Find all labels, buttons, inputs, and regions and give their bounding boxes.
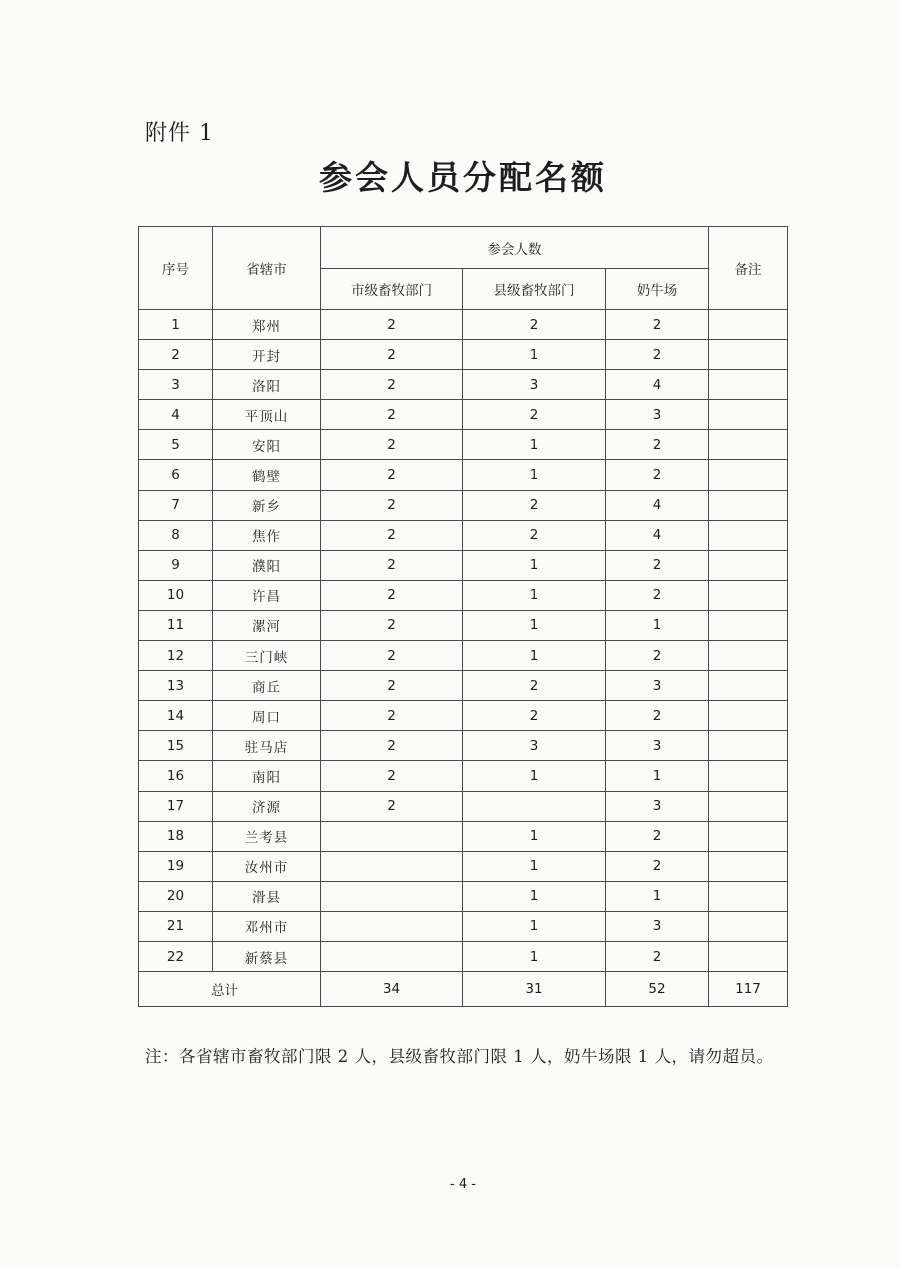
cell-index: 10 [139,580,213,610]
total-remarks: 117 [709,972,788,1007]
table-row [139,370,788,400]
cell-city: 许昌 [213,580,321,610]
cell-county-dept: 2 [463,400,606,430]
header-participants-group: 参会人数 [321,227,709,269]
page-number: - 4 - [450,1177,476,1192]
table-row [139,641,788,671]
cell-index: 3 [139,370,213,400]
cell-remarks [709,911,788,941]
cell-index: 9 [139,550,213,580]
table-row [139,851,788,881]
cell-city-dept: 2 [321,671,463,701]
cell-dairy-farm: 2 [606,821,709,851]
cell-city: 三门峡 [213,641,321,671]
table-body [139,310,788,972]
page-title: 参会人员分配名额 [319,158,607,197]
cell-city: 驻马店 [213,731,321,761]
cell-city: 南阳 [213,761,321,791]
table-row [139,550,788,580]
cell-county-dept: 1 [463,460,606,490]
cell-dairy-farm: 1 [606,610,709,640]
cell-county-dept: 1 [463,821,606,851]
cell-index: 6 [139,460,213,490]
cell-remarks [709,641,788,671]
cell-dairy-farm: 4 [606,520,709,550]
cell-dairy-farm: 3 [606,791,709,821]
cell-remarks [709,851,788,881]
cell-index: 19 [139,851,213,881]
cell-index: 18 [139,821,213,851]
cell-remarks [709,490,788,520]
cell-dairy-farm: 2 [606,550,709,580]
header-county-dept: 县级畜牧部门 [463,269,606,310]
cell-city-dept: 2 [321,791,463,821]
quota-table [138,226,788,1007]
cell-city: 新蔡县 [213,941,321,971]
table-row [139,791,788,821]
cell-remarks [709,430,788,460]
cell-remarks [709,761,788,791]
table-row [139,520,788,550]
cell-dairy-farm: 2 [606,430,709,460]
cell-remarks [709,941,788,971]
cell-county-dept: 1 [463,851,606,881]
table-row [139,310,788,340]
cell-county-dept: 1 [463,761,606,791]
cell-city-dept: 2 [321,610,463,640]
total-row [139,972,788,1007]
cell-index: 4 [139,400,213,430]
cell-city: 安阳 [213,430,321,460]
cell-county-dept: 1 [463,580,606,610]
cell-dairy-farm: 2 [606,701,709,731]
cell-dairy-farm: 2 [606,340,709,370]
cell-remarks [709,310,788,340]
cell-index: 5 [139,430,213,460]
cell-dairy-farm: 3 [606,731,709,761]
cell-remarks [709,400,788,430]
table-row [139,761,788,791]
cell-city-dept: 2 [321,701,463,731]
cell-city-dept: 2 [321,310,463,340]
cell-city-dept: 2 [321,761,463,791]
cell-city: 焦作 [213,520,321,550]
cell-index: 7 [139,490,213,520]
table-row [139,430,788,460]
cell-dairy-farm: 2 [606,641,709,671]
cell-city-dept: 2 [321,430,463,460]
cell-city: 平顶山 [213,400,321,430]
cell-index: 11 [139,610,213,640]
cell-city: 兰考县 [213,821,321,851]
cell-city: 新乡 [213,490,321,520]
cell-dairy-farm: 1 [606,881,709,911]
cell-dairy-farm: 3 [606,400,709,430]
cell-dairy-farm: 4 [606,370,709,400]
table-row [139,701,788,731]
cell-index: 1 [139,310,213,340]
cell-county-dept: 2 [463,671,606,701]
cell-city-dept [321,851,463,881]
cell-city-dept: 2 [321,490,463,520]
cell-county-dept: 1 [463,881,606,911]
cell-city: 邓州市 [213,911,321,941]
cell-index: 15 [139,731,213,761]
cell-city-dept: 2 [321,520,463,550]
cell-city: 濮阳 [213,550,321,580]
cell-remarks [709,701,788,731]
header-dairy-farm: 奶牛场 [606,269,709,310]
header-city-dept: 市级畜牧部门 [321,269,463,310]
cell-city: 郑州 [213,310,321,340]
table-row [139,460,788,490]
table-row [139,731,788,761]
cell-dairy-farm: 2 [606,851,709,881]
cell-city: 鹤壁 [213,460,321,490]
cell-city: 洛阳 [213,370,321,400]
cell-county-dept: 1 [463,941,606,971]
table-row [139,911,788,941]
cell-remarks [709,340,788,370]
cell-city-dept: 2 [321,550,463,580]
table-row [139,340,788,370]
cell-city-dept: 2 [321,460,463,490]
cell-city: 济源 [213,791,321,821]
cell-city-dept: 2 [321,340,463,370]
cell-city: 商丘 [213,671,321,701]
cell-city: 开封 [213,340,321,370]
cell-county-dept: 1 [463,550,606,580]
cell-remarks [709,370,788,400]
cell-county-dept: 3 [463,370,606,400]
cell-index: 16 [139,761,213,791]
cell-index: 2 [139,340,213,370]
cell-index: 21 [139,911,213,941]
header-index: 序号 [139,227,213,310]
cell-county-dept [463,791,606,821]
cell-city-dept: 2 [321,400,463,430]
cell-dairy-farm: 2 [606,310,709,340]
header-city: 省辖市 [213,227,321,310]
cell-city-dept: 2 [321,641,463,671]
cell-dairy-farm: 4 [606,490,709,520]
total-dairy-farm: 52 [606,972,709,1007]
cell-index: 17 [139,791,213,821]
cell-remarks [709,671,788,701]
cell-index: 12 [139,641,213,671]
attachment-label: 附件 1 [145,121,214,146]
cell-city: 滑县 [213,881,321,911]
cell-city: 周口 [213,701,321,731]
cell-remarks [709,580,788,610]
cell-city-dept [321,941,463,971]
table-row [139,671,788,701]
total-label: 总计 [139,972,321,1007]
cell-dairy-farm: 2 [606,460,709,490]
footnote: 注：各省辖市畜牧部门限 2 人，县级畜牧部门限 1 人，奶牛场限 1 人，请勿超员。 [145,1047,774,1066]
cell-city: 漯河 [213,610,321,640]
cell-remarks [709,550,788,580]
cell-county-dept: 1 [463,911,606,941]
cell-county-dept: 1 [463,610,606,640]
cell-remarks [709,731,788,761]
table-row [139,610,788,640]
cell-remarks [709,460,788,490]
cell-remarks [709,881,788,911]
cell-dairy-farm: 2 [606,941,709,971]
cell-dairy-farm: 2 [606,580,709,610]
cell-index: 20 [139,881,213,911]
cell-dairy-farm: 1 [606,761,709,791]
table-row [139,580,788,610]
cell-city-dept [321,911,463,941]
total-county-dept: 31 [463,972,606,1007]
cell-county-dept: 1 [463,430,606,460]
cell-county-dept: 3 [463,731,606,761]
cell-county-dept: 1 [463,641,606,671]
table-row [139,490,788,520]
table-row [139,881,788,911]
cell-index: 8 [139,520,213,550]
total-city-dept: 34 [321,972,463,1007]
cell-city-dept: 2 [321,370,463,400]
table-header [139,227,788,310]
cell-remarks [709,791,788,821]
cell-county-dept: 2 [463,310,606,340]
cell-city-dept [321,881,463,911]
cell-index: 13 [139,671,213,701]
cell-remarks [709,821,788,851]
cell-remarks [709,520,788,550]
cell-county-dept: 2 [463,490,606,520]
cell-index: 14 [139,701,213,731]
table-row [139,941,788,971]
table-row [139,400,788,430]
cell-dairy-farm: 3 [606,911,709,941]
cell-county-dept: 2 [463,520,606,550]
cell-dairy-farm: 3 [606,671,709,701]
cell-remarks [709,610,788,640]
cell-city: 汝州市 [213,851,321,881]
cell-city-dept: 2 [321,580,463,610]
cell-city-dept [321,821,463,851]
cell-county-dept: 2 [463,701,606,731]
cell-index: 22 [139,941,213,971]
header-remarks: 备注 [709,227,788,310]
table-row [139,821,788,851]
cell-county-dept: 1 [463,340,606,370]
cell-city-dept: 2 [321,731,463,761]
